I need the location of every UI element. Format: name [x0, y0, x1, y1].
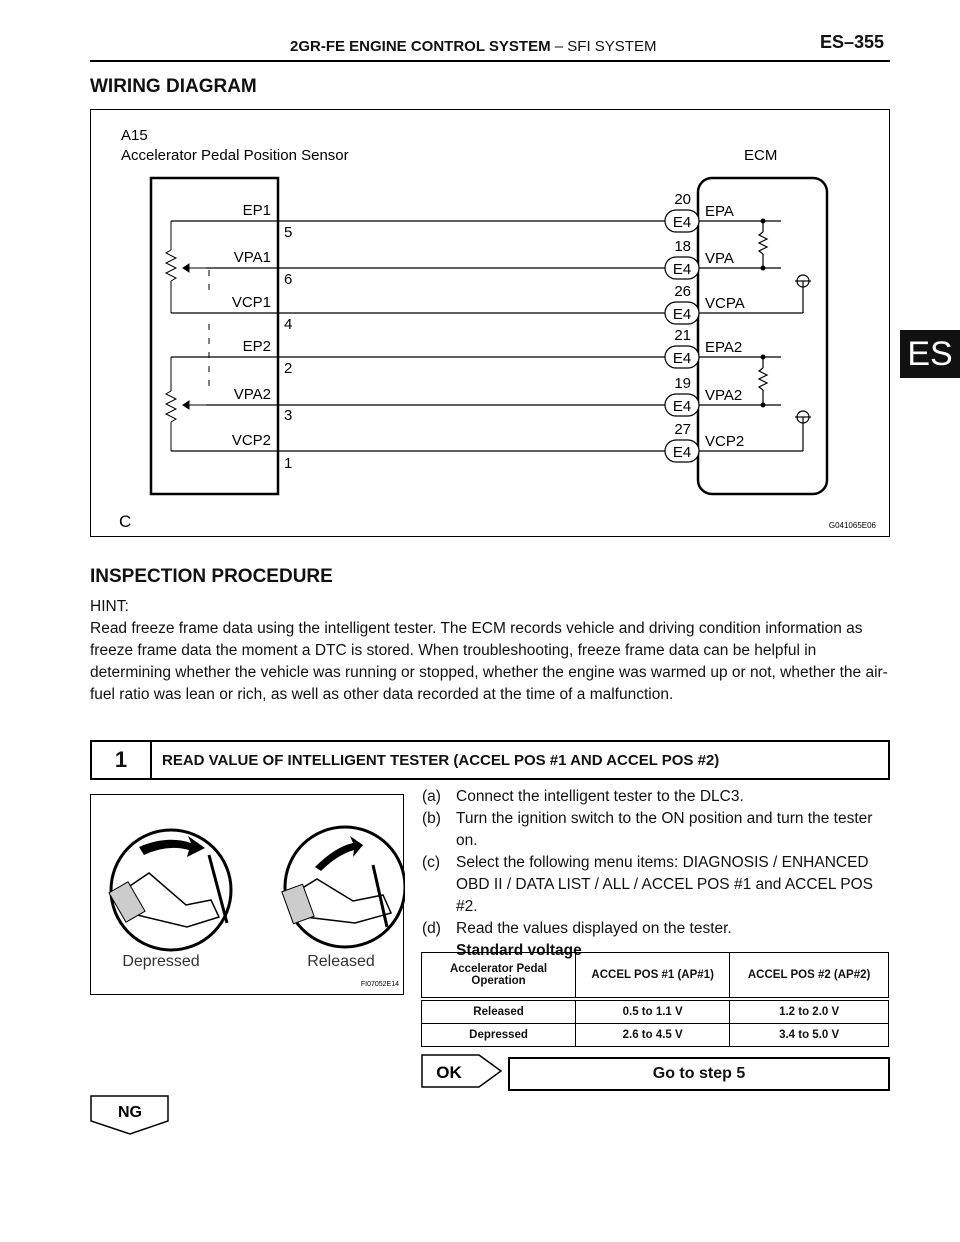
ecm-connector-4: E4 — [672, 350, 692, 367]
instruction-item — [422, 852, 892, 918]
table-row — [422, 999, 889, 1024]
ecm-label: ECM — [744, 147, 778, 164]
sensor-2-potentiometer — [166, 357, 206, 451]
sensor-pin-num-4: 2 — [284, 360, 293, 377]
sensor-pin-name-5: VPA2 — [233, 386, 271, 403]
sensor-pin-num-3: 4 — [284, 316, 293, 333]
ecm-connector-6: E4 — [672, 444, 692, 461]
ecm-pin-num-2: 18 — [674, 238, 691, 255]
ok-label: OK — [436, 1063, 462, 1082]
instruction-text: Connect the intelligent tester to the DLC3. — [456, 788, 744, 805]
table-header: ACCEL POS #2 (AP#2) — [730, 953, 889, 1000]
ecm-pin-num-4: 21 — [674, 327, 691, 344]
ecm-pin-name-2: VPA — [705, 250, 734, 267]
sensor-pin-name-1: EP1 — [242, 202, 271, 219]
section-tab[interactable]: ES — [900, 330, 960, 378]
instruction-label: (b) — [422, 810, 441, 827]
ng-tag — [90, 1095, 170, 1140]
connector-type: C — [119, 512, 132, 531]
instruction-item — [422, 808, 892, 852]
instruction-label: (c) — [422, 854, 441, 871]
ecm-pin-num-6: 27 — [674, 421, 691, 438]
sensor-code: A15 — [121, 127, 148, 144]
table-cell: Depressed — [422, 1024, 576, 1047]
instruction-text: Select the following menu items: DIAGNOSIS / ENHANCED OBD II / DATA LIST / ALL / ACCEL POS #1 and ACCEL POS #2. — [456, 854, 873, 915]
hint-label: HINT: — [90, 598, 129, 615]
step-title: READ VALUE OF INTELLIGENT TESTER (ACCEL POS #1 AND ACCEL POS #2) — [162, 751, 720, 769]
sensor-1-potentiometer — [166, 221, 209, 390]
wiring-heading: WIRING DIAGRAM — [90, 76, 257, 97]
ecm-connector-1: E4 — [672, 214, 692, 231]
ecm-connector-3: E4 — [672, 306, 692, 323]
standard-voltage-label: Standard voltage — [456, 942, 582, 959]
sensor-pin-num-6: 1 — [284, 455, 293, 472]
ecm-pin-name-6: VCP2 — [705, 433, 745, 450]
ecm-connector-2: E4 — [672, 261, 692, 278]
instruction-label: (a) — [422, 788, 441, 805]
sensor-pin-name-6: VCP2 — [231, 432, 271, 449]
instruction-item — [422, 786, 892, 808]
ecm-pin-name-4: EPA2 — [705, 339, 743, 356]
step-1-header — [90, 740, 890, 780]
table-header: ACCEL POS #1 (AP#1) — [576, 953, 730, 1000]
pedal-figure — [90, 794, 404, 995]
ng-label: NG — [118, 1104, 142, 1121]
sensor-pin-labels — [232, 202, 293, 472]
figure-id: G041065E06 — [828, 521, 876, 530]
pedal-released-illustration — [282, 827, 405, 947]
header-title-rest: – SFI SYSTEM — [550, 38, 657, 55]
ecm-pin-num-1: 20 — [674, 191, 691, 208]
standard-voltage-table — [421, 952, 889, 1047]
instruction-item — [422, 918, 892, 940]
table-cell: Released — [422, 999, 576, 1024]
sensor-pin-num-5: 3 — [284, 407, 293, 424]
instruction-label: (d) — [422, 920, 441, 937]
sensor-name: Accelerator Pedal Position Sensor — [121, 147, 349, 164]
instruction-text: Read the values displayed on the tester. — [456, 920, 732, 937]
pedal-figure-id: FI07052E14 — [360, 981, 399, 988]
ecm-pin-num-3: 26 — [674, 283, 691, 300]
ecm-pin-name-1: EPA — [705, 203, 734, 220]
table-cell: 3.4 to 5.0 V — [730, 1024, 889, 1047]
ok-tag — [421, 1054, 503, 1093]
ecm-pin-name-3: VCPA — [705, 295, 745, 312]
released-label: Released — [307, 953, 375, 970]
table-row — [422, 1024, 889, 1047]
wiring-diagram — [90, 109, 890, 537]
table-cell: 2.6 to 4.5 V — [576, 1024, 730, 1047]
step-number: 1 — [92, 742, 152, 778]
sensor-pin-num-2: 6 — [284, 271, 293, 288]
go-to-step-5-link[interactable]: Go to step 5 — [508, 1057, 890, 1091]
table-header: Accelerator Pedal Operation — [422, 953, 576, 1000]
sensor-pin-num-1: 5 — [284, 224, 293, 241]
header-rule — [90, 60, 890, 62]
hint-text: Read freeze frame data using the intelligent tester. The ECM records vehicle and driving condition information as freeze frame data the moment a DTC is stored. When troubleshooting, freeze frame data can be helpful in determining whether the vehicle was running or stopped, whether the engine was warmed up or not, whether the air-fuel ratio was lean or rich, as well as other data recorded at the time of a malfunction. — [90, 620, 888, 703]
table-header-row — [422, 953, 889, 1000]
table-cell: 0.5 to 1.1 V — [576, 999, 730, 1024]
depressed-label: Depressed — [122, 953, 200, 970]
sensor-pin-name-3: VCP1 — [231, 294, 271, 311]
hint-block — [90, 596, 890, 706]
page-header-title — [290, 38, 656, 55]
sensor-pin-name-4: EP2 — [242, 338, 271, 355]
pedal-depressed-illustration — [109, 830, 231, 950]
ecm-pin-num-5: 19 — [674, 375, 691, 392]
header-title-bold: 2GR-FE ENGINE CONTROL SYSTEM — [290, 38, 551, 55]
page-number: ES–355 — [820, 32, 885, 52]
ecm-pin-labels — [665, 191, 745, 462]
sensor-pin-name-2: VPA1 — [233, 249, 271, 266]
ecm-pin-name-5: VPA2 — [705, 387, 743, 404]
instruction-list — [422, 786, 892, 962]
inspection-heading: INSPECTION PROCEDURE — [90, 566, 333, 587]
table-cell: 1.2 to 2.0 V — [730, 999, 889, 1024]
instruction-text: Turn the ignition switch to the ON position and turn the tester on. — [456, 810, 873, 849]
ecm-connector-5: E4 — [672, 398, 692, 415]
